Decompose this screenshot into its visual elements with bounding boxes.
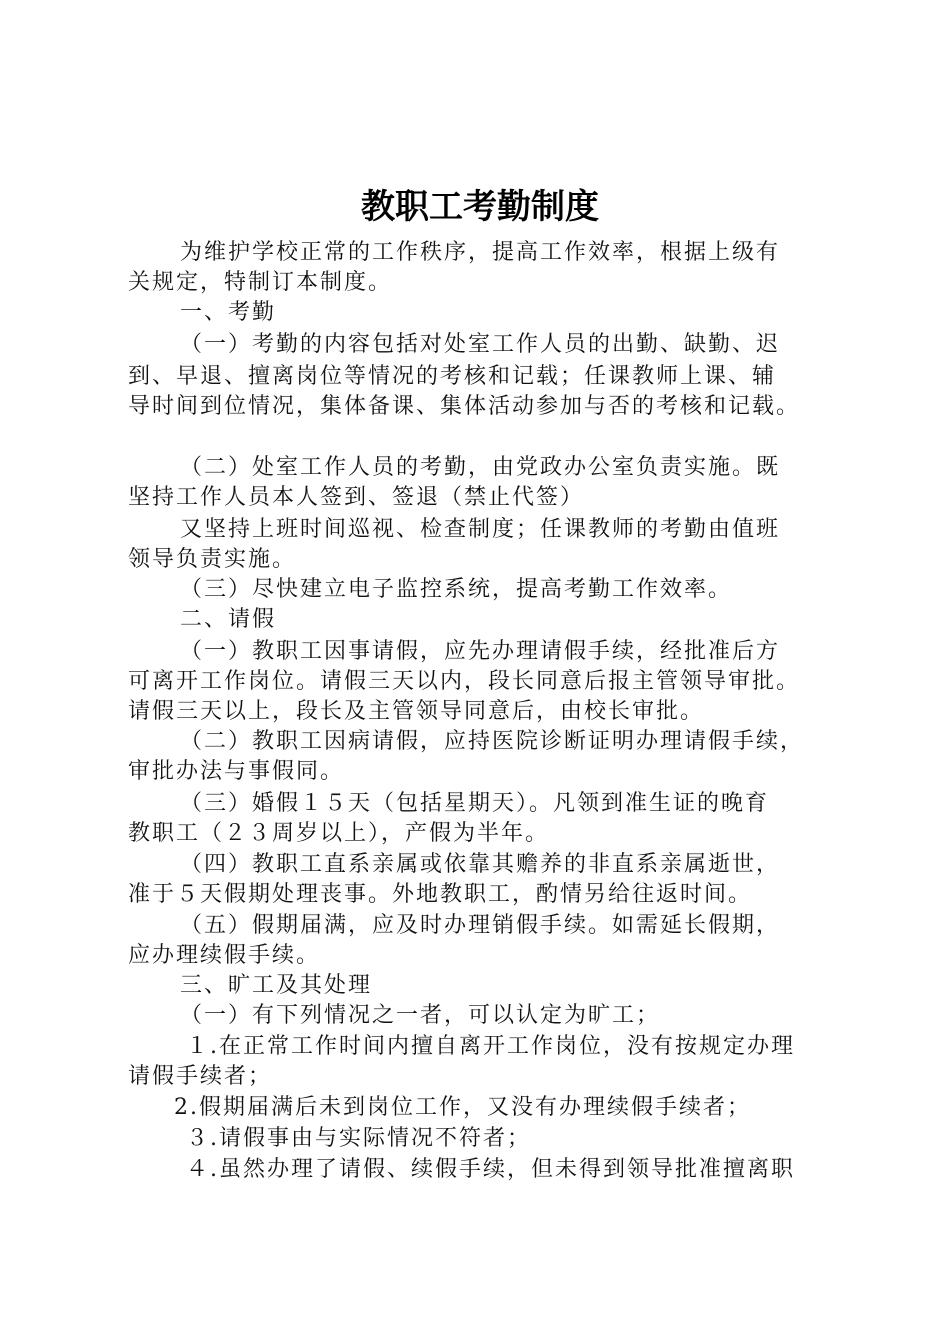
- body-line: 2.假期届满后未到岗位工作，又没有办理续假手续者；: [174, 1095, 751, 1120]
- body-line: 导时间到位情况，集体备课、集体活动参加与否的考核和记载。: [128, 394, 801, 419]
- body-line: ３.请假事由与实际情况不符者；: [186, 1126, 531, 1151]
- body-line: ４.虽然办理了请假、续假手续，但未得到领导批准擅离职: [186, 1157, 795, 1182]
- body-line: 准于５天假期处理丧事。外地教职工，酌情另给往返时间。: [128, 882, 753, 907]
- body-line: 应办理续假手续。: [128, 943, 321, 968]
- section-heading: 三、旷工及其处理: [180, 973, 373, 998]
- body-line: （二）教职工因病请假，应持医院诊断证明办理请假手续，: [180, 729, 805, 754]
- body-line: 领导负责实施。: [128, 547, 297, 572]
- document-title: 教职工考勤制度: [361, 187, 599, 227]
- body-line: 请假三天以上，段长及主管领导同意后，由校长审批。: [128, 699, 705, 724]
- body-line: （四）教职工直系亲属或依靠其赡养的非直系亲属逝世，: [180, 852, 781, 877]
- body-line: （三）婚假１５天（包括星期天）。凡领到准生证的晚育: [180, 791, 770, 816]
- body-line: 可离开工作岗位。请假三天以内，段长同意后报主管领导审批。: [128, 669, 801, 694]
- body-line: （二）处室工作人员的考勤，由党政办公室负责实施。既: [180, 455, 781, 480]
- body-line: 请假手续者；: [128, 1064, 273, 1089]
- body-line: 审批办法与事假同。: [128, 759, 345, 784]
- body-line: 到、早退、擅离岗位等情况的考核和记载；任课教师上课、辅: [128, 364, 777, 389]
- body-line: 教职工（２３周岁以上），产假为半年。: [128, 821, 550, 846]
- body-line: （五）假期届满，应及时办理销假手续。如需延长假期，: [180, 913, 781, 938]
- body-line: （三）尽快建立电子监控系统，提高考勤工作效率。: [180, 577, 733, 602]
- body-line: 又坚持上班时间巡视、检查制度；任课教师的考勤由值班: [180, 517, 781, 542]
- body-line: 为维护学校正常的工作秩序，提高工作效率，根据上级有: [180, 240, 781, 265]
- body-line: （一）有下列情况之一者，可以认定为旷工；: [180, 1003, 661, 1028]
- body-line: １.在正常工作时间内擅自离开工作岗位，没有按规定办理: [186, 1034, 795, 1059]
- section-heading: 一、考勤: [180, 300, 277, 325]
- body-line: 关规定，特制订本制度。: [128, 270, 393, 295]
- body-line: 坚持工作人员本人签到、签退（禁止代签）: [128, 485, 585, 510]
- body-line: （一）考勤的内容包括对处室工作人员的出勤、缺勤、迟: [180, 332, 781, 357]
- section-heading: 二、请假: [180, 607, 277, 632]
- body-line: （一）教职工因事请假，应先办理请假手续，经批准后方: [180, 639, 781, 664]
